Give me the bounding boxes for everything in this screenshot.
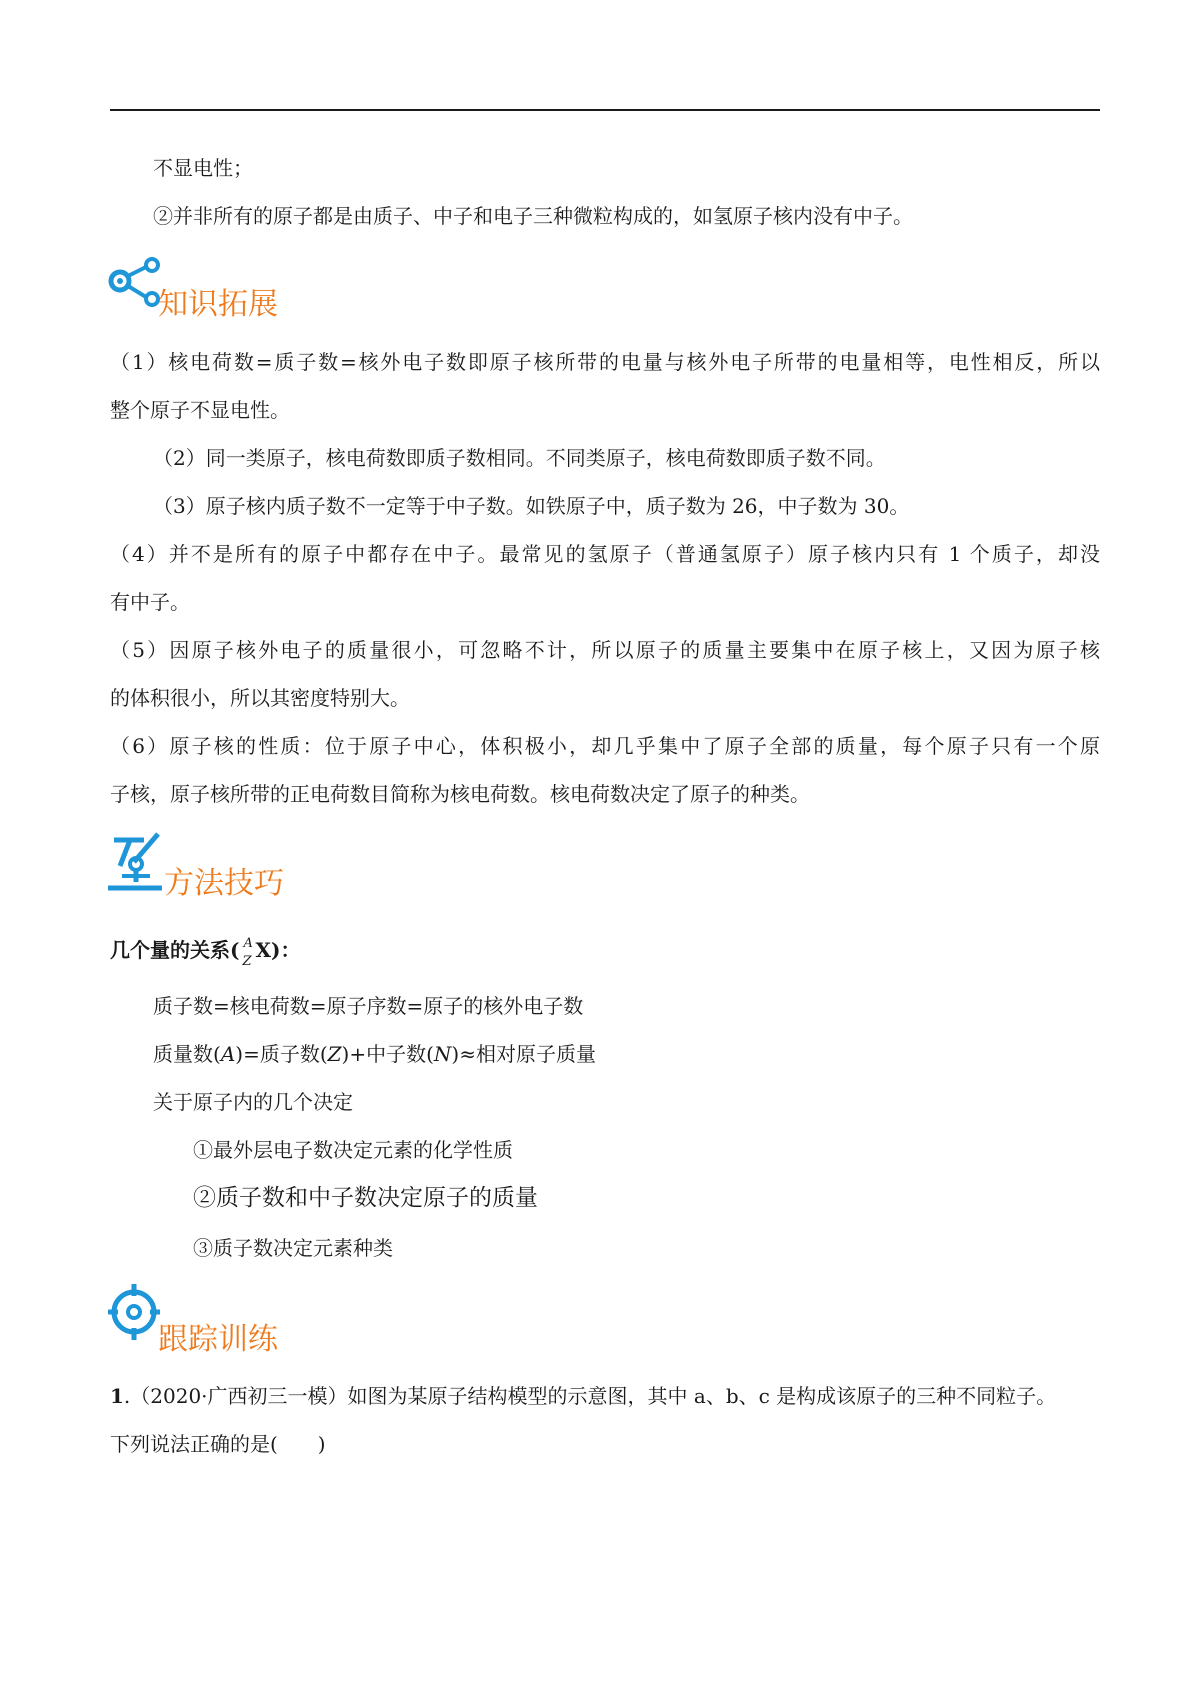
question-1-line-2: 下列说法正确的是( ): [110, 1432, 326, 1456]
share-icon: [108, 255, 164, 311]
relation-title: [110, 936, 301, 969]
relation-title-pre: 几个量的关系(: [110, 938, 240, 962]
question-1-line-1: [110, 1384, 1056, 1408]
knowledge-heading: [108, 255, 308, 322]
relation-title-post: X)：: [255, 938, 301, 962]
eq2-part-c: )+中子数(: [341, 1042, 434, 1066]
knowledge-item-2: （2）同一类原子，核电荷数即质子数相同。不同类原子，核电荷数即质子数不同。: [153, 446, 886, 470]
equation-1: 质子数=核电荷数=原子序数=原子的核外电子数: [153, 994, 584, 1018]
knowledge-item-3: （3）原子核内质子数不一定等于中子数。如铁原子中，质子数为 26，中子数为 30。: [153, 494, 910, 518]
mass-number-sup: A: [243, 936, 253, 951]
knowledge-item-5b: 的体积很小，所以其密度特别大。: [110, 686, 410, 710]
eq2-part-b: )=质子数(: [235, 1042, 328, 1066]
decide-item-1: ①最外层电子数决定元素的化学性质: [193, 1138, 513, 1162]
header-rule: [110, 109, 1100, 111]
decide-item-3: ③质子数决定元素种类: [193, 1236, 393, 1260]
knowledge-item-4b: 有中子。: [110, 590, 190, 614]
atomic-number-sub: Z: [242, 954, 252, 969]
eq2-var-a: A: [220, 1042, 236, 1066]
knowledge-item-1b: 整个原子不显电性。: [110, 398, 290, 422]
eq2-var-z: Z: [327, 1042, 342, 1066]
microscope-icon: [108, 832, 166, 892]
eq2-part-a: 质量数(: [153, 1042, 221, 1066]
training-heading: [108, 1284, 308, 1357]
eq2-part-d: )≈相对原子质量: [451, 1042, 596, 1066]
decide-title: 关于原子内的几个决定: [153, 1090, 353, 1114]
knowledge-item-5a: （5）因原子核外电子的质量很小，可忽略不计，所以原子的质量主要集中在原子核上，又因为原子核: [110, 638, 1100, 662]
training-title: 跟踪训练: [158, 1322, 278, 1357]
nuclide-symbol: [239, 936, 255, 969]
question-number: 1: [110, 1384, 124, 1408]
question-1-text: .（2020·广西初三一模）如图为某原子结构模型的示意图，其中 a、b、c 是构成该原子的三种不同粒子。: [123, 1384, 1057, 1408]
decide-item-2: ②质子数和中子数决定原子的质量: [193, 1185, 538, 1211]
knowledge-item-6b: 子核，原子核所带的正电荷数目简称为核电荷数。核电荷数决定了原子的种类。: [110, 782, 810, 806]
knowledge-item-4a: （4）并不是所有的原子中都存在中子。最常见的氢原子（普通氢原子）原子核内只有 1 个质子，却没: [110, 542, 1100, 566]
equation-2: [153, 1042, 596, 1066]
eq2-var-n: N: [433, 1042, 452, 1066]
knowledge-title: 知识拓展: [158, 287, 278, 322]
knowledge-item-6a: （6）原子核的性质：位于原子中心，体积极小，却几乎集中了原子全部的质量，每个原子只有一个原: [110, 734, 1100, 758]
knowledge-item-1a: （1）核电荷数=质子数=核外电子数即原子核所带的电量与核外电子所带的电量相等，电性相反，所以: [110, 350, 1100, 374]
target-icon: [108, 1284, 164, 1340]
intro-line-1: 不显电性；: [153, 156, 253, 180]
method-heading: [108, 832, 308, 901]
intro-line-2: ②并非所有的原子都是由质子、中子和电子三种微粒构成的，如氢原子核内没有中子。: [153, 204, 913, 228]
method-title: 方法技巧: [164, 866, 284, 901]
